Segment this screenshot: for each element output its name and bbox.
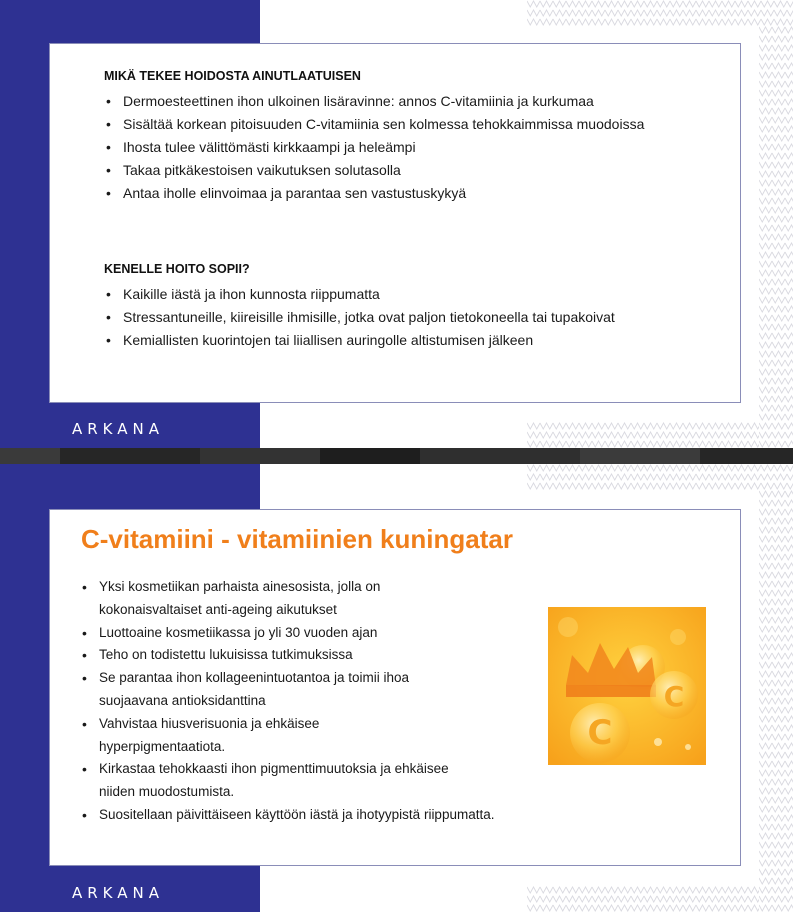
suitability-list — [104, 283, 664, 352]
list-item: • Vahvistaa hiusverisuonia ja ehkäisee hyperpigmentaatiota. — [80, 713, 410, 759]
zigzag-pattern-bottom — [527, 422, 759, 448]
list-item: • Stressantuneille, kiireisille ihmisille, jotka ovat paljon tietokoneella tai tupakoivat — [104, 306, 644, 329]
vitamin-c-letter: C — [587, 713, 613, 753]
list-item: • Sisältää korkean pitoisuuden C-vitamiinia sen kolmessa tehokkaimmissa muodoissa — [104, 113, 664, 136]
list-item: • Teho on todistettu lukuisissa tutkimuksissa — [80, 644, 510, 667]
slide-1 — [0, 0, 793, 448]
list-item: • Ihosta tulee välittömästi kirkkaampi ja heleämpi — [104, 136, 704, 159]
list-item: • Takaa pitkäkestoisen vaikutuksen solutasolla — [104, 159, 704, 182]
section-heading-unique: MIKÄ TEKEE HOIDOSTA AINUTLAATUISEN — [104, 69, 361, 83]
list-item: • Luottoaine kosmetiikassa jo yli 30 vuoden ajan — [80, 622, 510, 645]
arkana-logo: ARKANA — [72, 420, 164, 438]
slide-title: C-vitamiini - vitamiinien kuningatar — [81, 524, 513, 554]
zigzag-pattern-top — [527, 464, 793, 490]
vitamin-c-benefits-list — [80, 576, 510, 827]
list-item: • Se parantaa ihon kollageenintuotantoa ja toimii ihoa suojaavana antioksidanttina — [80, 667, 480, 713]
list-item: • Kemiallisten kuorintojen tai liiallisen auringolle altistumisen jälkeen — [104, 329, 664, 352]
slide-separator — [0, 448, 793, 464]
zigzag-pattern-bottom — [527, 886, 759, 912]
section-heading-suitability: KENELLE HOITO SOPII? — [104, 262, 250, 276]
slide-2 — [0, 464, 793, 912]
list-item: • Kirkastaa tehokkaasti ihon pigmenttimuutoksia ja ehkäisee niiden muodostumista. — [80, 758, 460, 804]
arkana-logo: ARKANA — [72, 884, 164, 902]
list-item: • Dermoesteettinen ihon ulkoinen lisäravinne: annos C-vitamiinia ja kurkumaa — [104, 90, 704, 113]
vitamin-c-crown-image — [548, 607, 706, 765]
vitamin-c-letter: C — [663, 680, 685, 713]
zigzag-pattern-right — [759, 26, 793, 448]
list-item: • Yksi kosmetiikan parhaista ainesosista, jolla on kokonaisvaltaiset anti-ageing aikutukset — [80, 576, 450, 622]
list-item: • Suositellaan päivittäiseen käyttöön iästä ja ihotyypistä riippumatta. — [80, 804, 510, 827]
list-item: • Kaikille iästä ja ihon kunnosta riippumatta — [104, 283, 664, 306]
zigzag-pattern-right — [759, 490, 793, 912]
unique-features-list — [104, 90, 704, 205]
zigzag-pattern-top — [527, 0, 793, 26]
list-item: • Antaa iholle elinvoimaa ja parantaa sen vastustuskykyä — [104, 182, 704, 205]
